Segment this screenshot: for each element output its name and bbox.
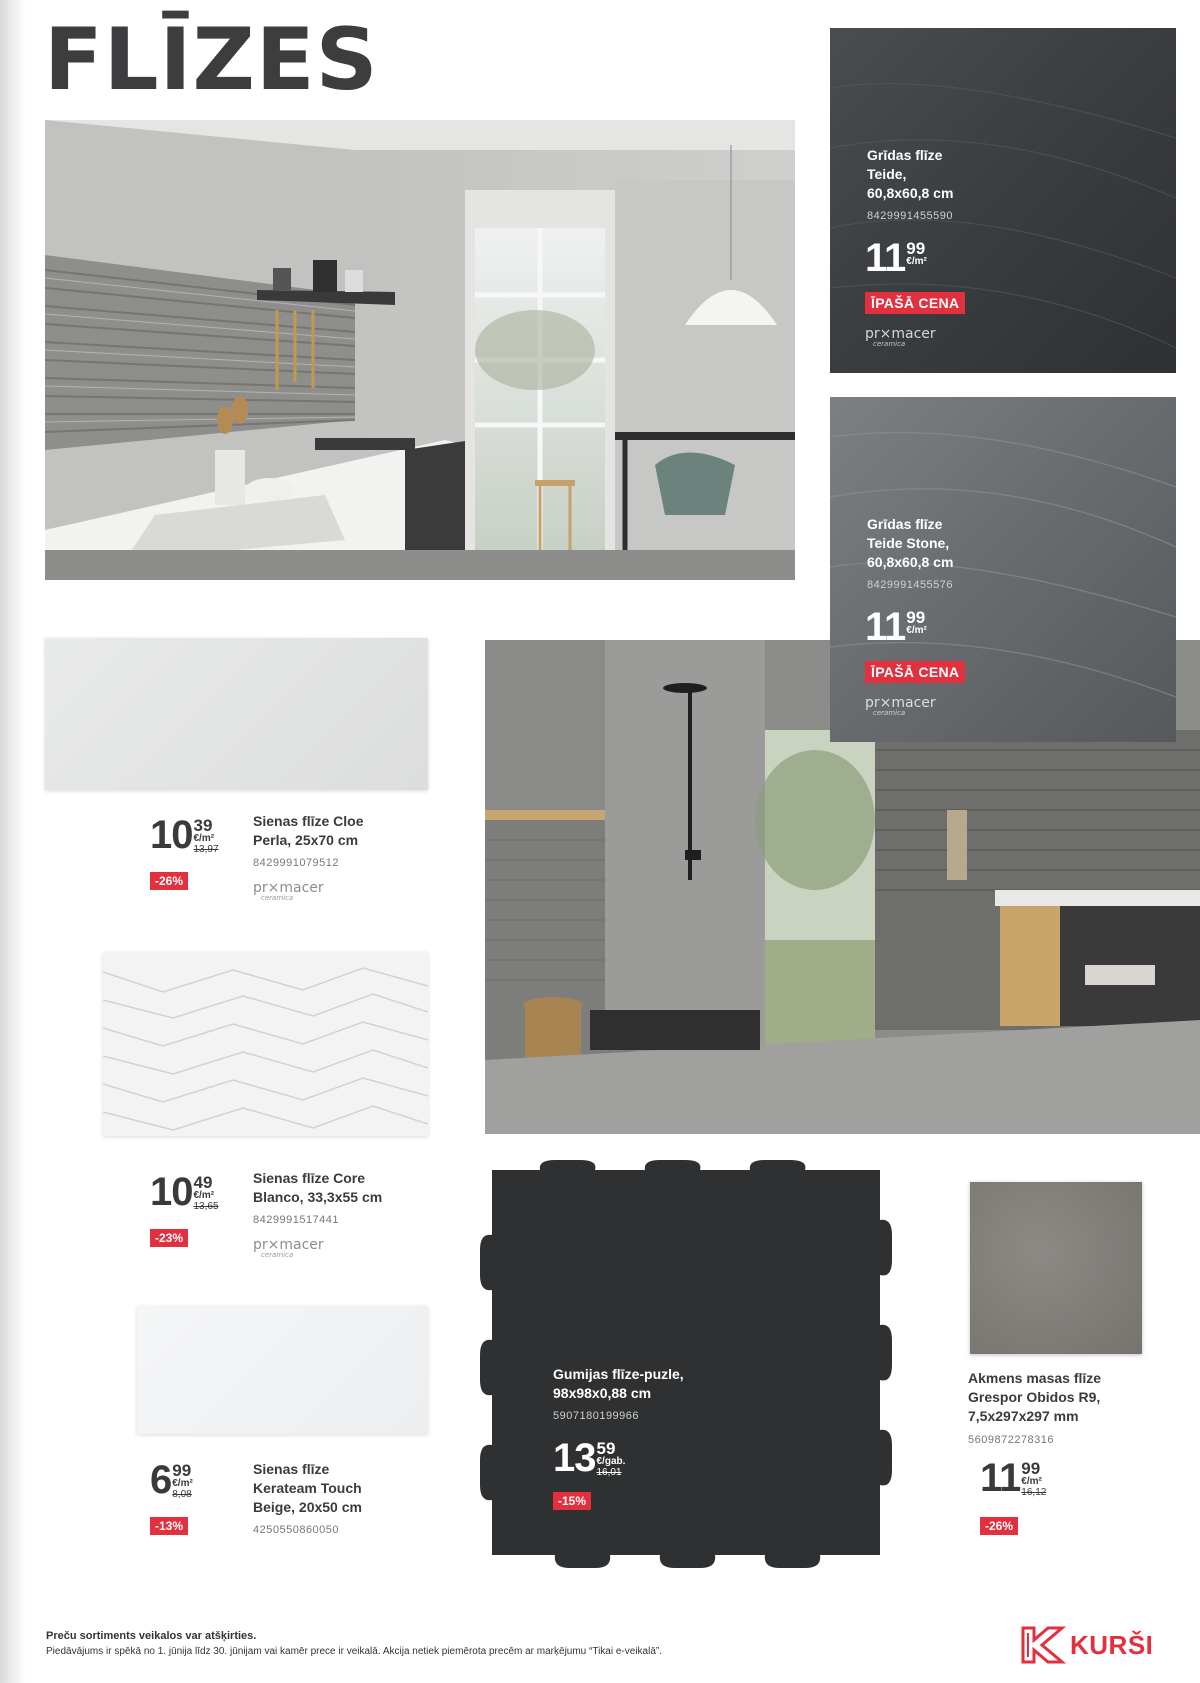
special-price-badge: ĪPAŠĀ CENA (865, 661, 965, 683)
product-name-puzzle: Gumijas flīze-puzle, 98x98x0,88 cm (553, 1366, 684, 1401)
kursi-logo[interactable] (1020, 1625, 1153, 1665)
discount-badge: -15% (553, 1492, 591, 1510)
price-cents: 99 (172, 1461, 192, 1480)
puzzle-tile-image (480, 1160, 900, 1570)
special-price-badge: ĪPAŠĀ CENA (865, 292, 965, 314)
footer-disclaimer-2: Piedāvājums ir spēkā no 1. jūnija līdz 30. jūnijam vai kamēr prece ir veikalā. Akcija netiek piemērota precēm ar marķējumu “Tikai e-veikalā”. (46, 1646, 662, 1657)
price-cents: 59 (596, 1439, 616, 1458)
product-code: 8429991079512 (253, 857, 340, 869)
product-code: 5609872278316 (968, 1434, 1055, 1446)
primacer-logo: pr⨯macer ceramica (865, 326, 936, 348)
price-kerateam (150, 1460, 193, 1501)
price-cents: 39 (193, 816, 213, 835)
price-cents: 99 (906, 239, 926, 258)
price (865, 607, 927, 647)
discount-badge: -23% (150, 1229, 188, 1247)
old-price: 16,12 (1021, 1487, 1047, 1498)
product-code: 5907180199966 (553, 1410, 640, 1422)
price-cloe-perla (150, 815, 219, 856)
product-name-line: Grīdas flīze (867, 516, 943, 532)
price-unit: €/m² (193, 1190, 215, 1201)
product-code: 4250550860050 (253, 1524, 340, 1536)
product-name-line: Teide Stone, (867, 535, 950, 551)
price-integer: 11 (980, 1456, 1021, 1500)
price-unit: €/m² (906, 256, 927, 267)
price-puzzle (553, 1438, 625, 1479)
rubber-puzzle-tile-card[interactable] (480, 1160, 900, 1570)
product-name-line: 60,8x60,8 cm (867, 185, 954, 201)
primacer-logo: pr⨯macer ceramica (253, 1237, 324, 1259)
product-name-cloe-perla: Sienas flīze Cloe Perla, 25x70 cm (253, 813, 364, 848)
kursi-wordmark: KURŠI (1070, 1629, 1154, 1660)
old-price: 8,08 (172, 1489, 192, 1500)
price-unit: €/gab. (596, 1456, 626, 1467)
price-cents: 49 (193, 1173, 213, 1192)
price-unit: €/m² (172, 1478, 193, 1489)
product-card-teide-stone[interactable] (830, 397, 1176, 742)
price-core-blanco (150, 1172, 219, 1213)
primacer-logo: pr⨯macer ceramica (865, 695, 936, 717)
primacer-logo: pr⨯macer ceramica (253, 880, 324, 902)
product-code: 8429991455590 (867, 210, 954, 222)
old-price: 13,65 (193, 1201, 219, 1212)
product-name-line: Grīdas flīze (867, 147, 943, 163)
product-name-line: Teide, (867, 166, 907, 182)
discount-badge: -26% (150, 872, 188, 890)
grespor-obidos-tile-image (970, 1182, 1142, 1354)
product-card-teide[interactable] (830, 28, 1176, 373)
kursi-k-icon (1020, 1625, 1066, 1665)
price-unit: €/m² (193, 833, 215, 844)
core-blanco-tile-image (103, 952, 428, 1136)
page-title: FLĪZES (44, 10, 379, 110)
kitchen-photo (45, 120, 795, 580)
product-name-core-blanco: Sienas flīze Core Blanco, 33,3x55 cm (253, 1170, 383, 1205)
price-cents: 99 (906, 608, 926, 627)
price-unit: €/m² (906, 625, 927, 636)
price-integer: 11 (865, 605, 906, 649)
price-unit: €/m² (1021, 1476, 1042, 1487)
price-integer: 6 (150, 1458, 172, 1502)
product-code: 8429991455576 (867, 579, 954, 591)
old-price: 13,97 (193, 844, 219, 855)
price (865, 238, 927, 278)
price-cents: 99 (1021, 1459, 1041, 1478)
kerateam-touch-tile-image (137, 1306, 428, 1434)
page-spine-shadow (0, 0, 26, 1683)
wave-relief-texture (103, 952, 428, 1136)
cloe-perla-tile-image (45, 638, 428, 790)
price-grespor (980, 1458, 1046, 1499)
price-integer: 10 (150, 1170, 193, 1214)
old-price: 16,01 (596, 1467, 622, 1478)
product-code: 8429991517441 (253, 1214, 340, 1226)
product-name-kerateam: Sienas flīze Kerateam Touch Beige, 20x50 cm (253, 1461, 362, 1515)
price-integer: 13 (553, 1436, 596, 1480)
footer-disclaimer-1: Preču sortiments veikalos var atšķirties. (46, 1630, 257, 1642)
discount-badge: -26% (980, 1517, 1018, 1535)
price-integer: 10 (150, 813, 193, 857)
price-integer: 11 (865, 236, 906, 280)
product-name-grespor: Akmens masas flīze Grespor Obidos R9, 7,5x297x297 mm (968, 1370, 1102, 1424)
product-name-line: 60,8x60,8 cm (867, 554, 954, 570)
discount-badge: -13% (150, 1517, 188, 1535)
